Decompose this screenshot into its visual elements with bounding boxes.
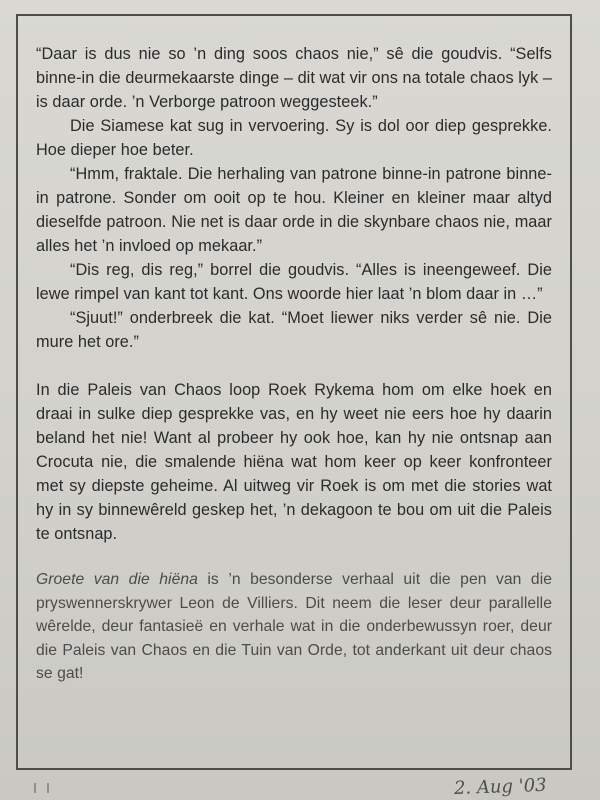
paragraph-dialogue-5: “Sjuut!” onderbreek die kat. “Moet liewer niks verder sê nie. Die mure het ore.” — [36, 309, 552, 351]
paragraph-blurb — [36, 568, 552, 686]
bottom-left-mark — [34, 783, 49, 793]
paragraph-dialogue-3: “Hmm, fraktale. Die herhaling van patrone binne-in patrone binne-in patrone. Sonder om ooit op te hou. Kleiner en kleiner maar altyd dieselfde patroon. Nie net is daar orde in die skynbare chaos nie, maar alles het ’n invloed op mekaar.” — [36, 165, 552, 255]
framed-text-box — [16, 14, 572, 770]
paragraph-dialogue-4: “Dis reg, dis reg,” borrel die goudvis. “Alles is ineengeweef. Die lewe rimpel van kant tot kant. Ons woorde hier laat ’n blom daar in …” — [36, 261, 552, 303]
blurb-text: is ’n besonderse verhaal uit die pen van die pryswennerskrywer Leon de Villiers. Dit neem die leser deur parallelle wêrelde, deur fantasieë en verhale wat in die onderbewussyn roer, deur die Paleis van Chaos en die Tuin van Orde, tot anderkant uit deur chaos se gat! — [36, 571, 552, 682]
paragraph-dialogue-2: Die Siamese kat sug in vervoering. Sy is dol oor diep gesprekke. Hoe dieper hoe beter. — [36, 117, 552, 159]
handwritten-date: 2. Aug '03 — [453, 774, 547, 799]
paragraph-synopsis: In die Paleis van Chaos loop Roek Rykema hom om elke hoek en draai in sulke diep gesprekke vas, en hy weet nie eers hoe hy daarin beland het nie! Want al probeer hy ook hoe, kan hy nie ontsnap aan Crocuta nie, die smalende hiëna wat hom keer op keer konfronteer met sy diepste geheime. Al uitweg vir Roek is om met die stories wat hy in sy binnewêreld geskep het, ’n dekagoon te bou om uit die Paleis te ontsnap. — [36, 381, 552, 543]
blurb-book-title: Groete van die hiëna — [36, 571, 198, 588]
paragraph-dialogue-1: “Daar is dus nie so ’n ding soos chaos nie,” sê die goudvis. “Selfs binne-in die deurmekaarste dinge – dit wat vir ons na totale chaos lyk – is daar orde. ’n Verborge patroon weggesteek.” — [36, 45, 552, 111]
